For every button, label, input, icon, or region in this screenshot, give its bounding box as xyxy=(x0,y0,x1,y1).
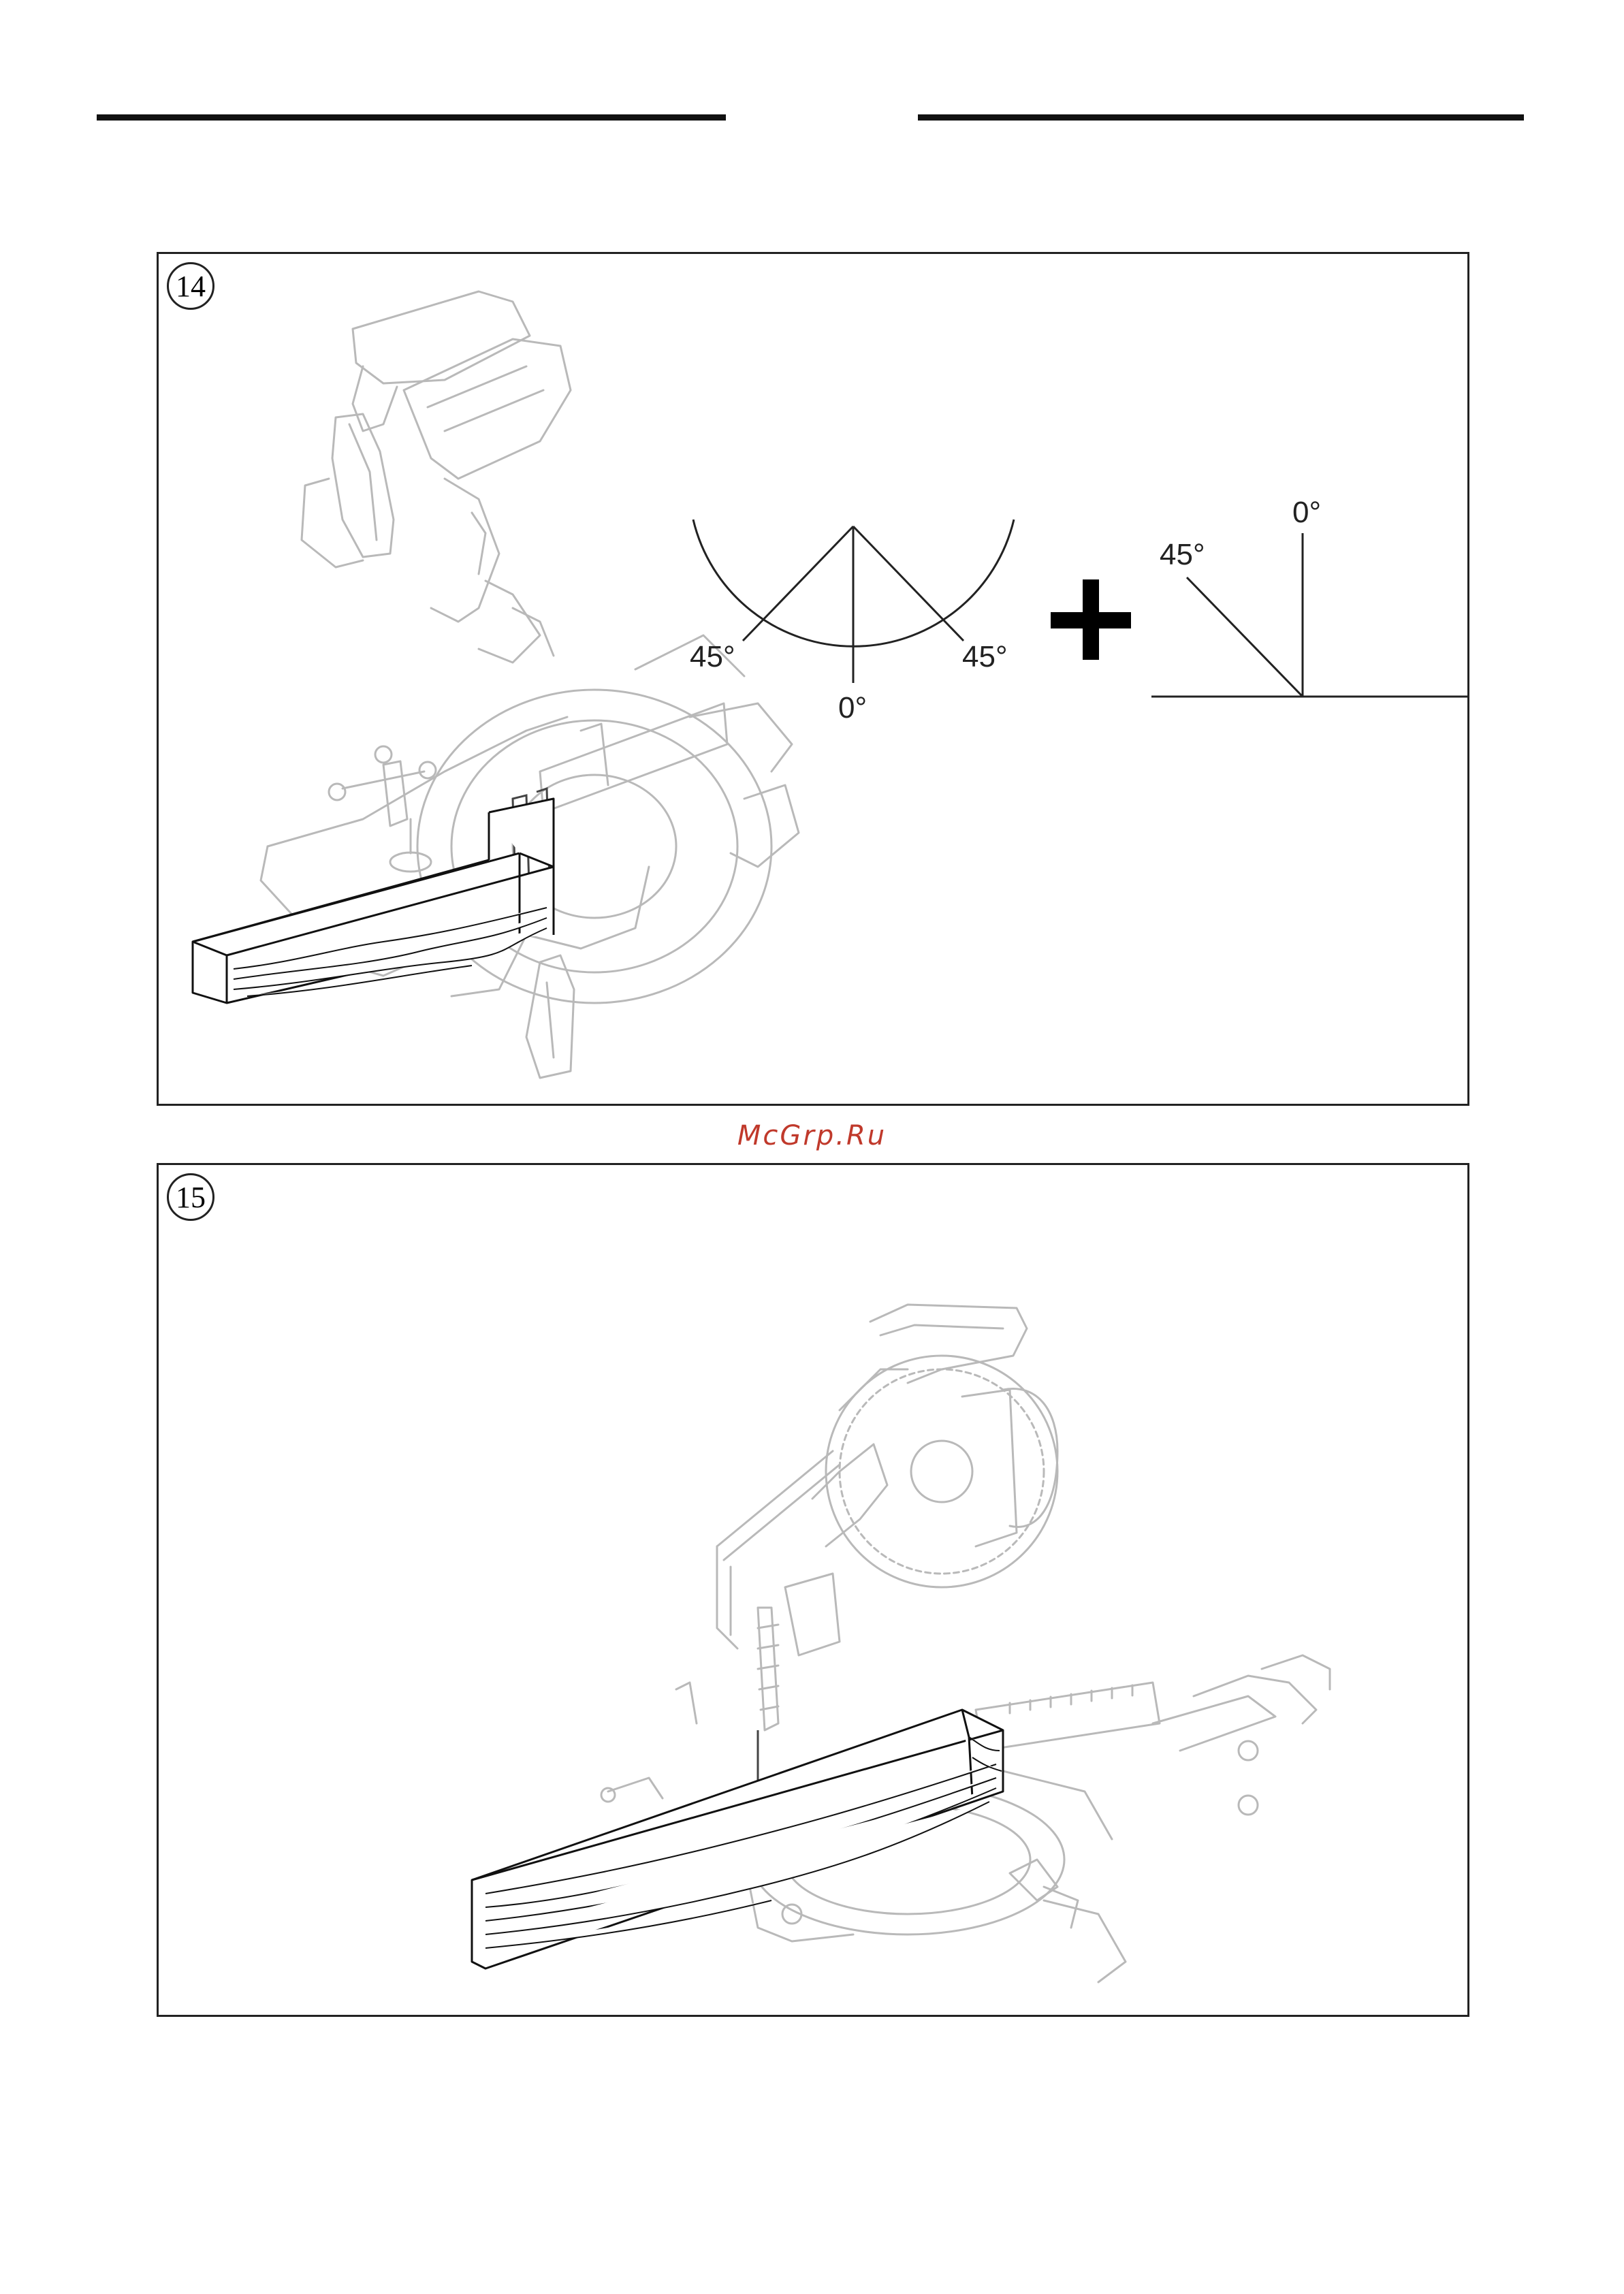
header-rule-left xyxy=(97,114,726,121)
label-arc-left-45: 45° xyxy=(690,640,735,673)
figure-15-illustration xyxy=(159,1165,1467,2015)
label-bevel-diagonal-45: 45° xyxy=(1160,538,1205,571)
figure-15-number: 15 xyxy=(167,1173,214,1221)
workpiece-board xyxy=(472,1710,1003,1969)
figure-15-panel xyxy=(157,1163,1469,2017)
plus-sign-icon-vertical xyxy=(1083,579,1099,660)
label-bevel-vertical-0: 0° xyxy=(1292,496,1322,529)
figure-14-illustration xyxy=(159,254,1467,1104)
watermark-text: McGrp.Ru xyxy=(737,1120,887,1151)
label-arc-bottom-0: 0° xyxy=(838,691,867,724)
label-arc-right-45: 45° xyxy=(962,640,1008,673)
header-rule-right xyxy=(918,114,1524,121)
figure-14-panel xyxy=(157,252,1469,1106)
figure-14-number: 14 xyxy=(167,262,214,310)
